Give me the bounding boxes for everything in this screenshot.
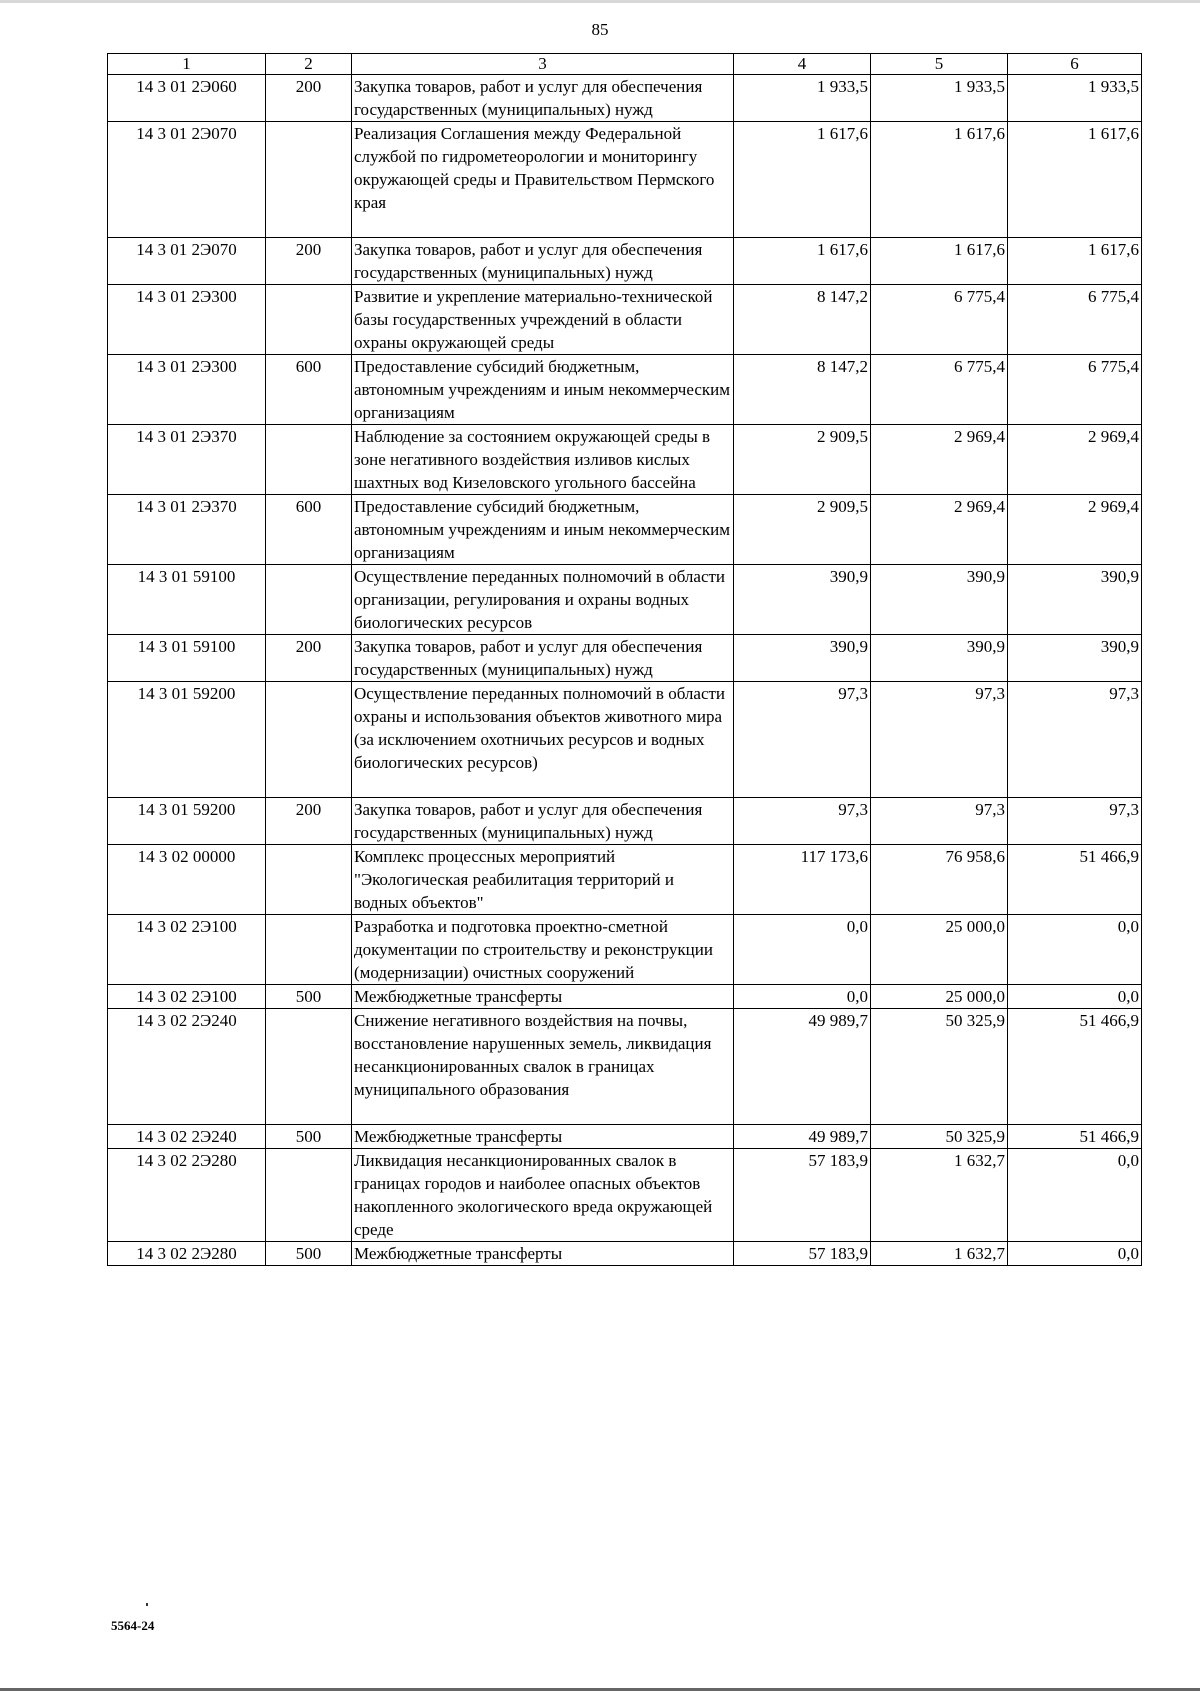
amount-col5-cell: 50 325,9: [871, 1125, 1008, 1149]
amount-col4-cell: 49 989,7: [734, 1009, 871, 1125]
description-cell: Наблюдение за состоянием окружающей среды в зоне негативного воздействия изливов кислых шахтных вод Кизеловского угольного бассейна: [352, 425, 734, 495]
table-row: [108, 915, 1142, 985]
amount-col6-cell: 6 775,4: [1008, 285, 1142, 355]
budget-table: [107, 53, 1142, 1266]
expense-type-cell: 200: [266, 798, 352, 845]
expense-type-cell: 200: [266, 75, 352, 122]
table-row: [108, 1125, 1142, 1149]
description-cell: Осуществление переданных полномочий в области организации, регулирования и охраны водных биологических ресурсов: [352, 565, 734, 635]
table-row: [108, 985, 1142, 1009]
page-number: 85: [591, 20, 609, 39]
amount-col6-cell: 2 969,4: [1008, 425, 1142, 495]
amount-col4-cell: 390,9: [734, 635, 871, 682]
description-cell: Развитие и укрепление материально-технической базы государственных учреждений в области охраны окружающей среды: [352, 285, 734, 355]
amount-col5-cell: 50 325,9: [871, 1009, 1008, 1125]
amount-col4-cell: 0,0: [734, 915, 871, 985]
budget-code-cell: 14 3 02 00000: [108, 845, 266, 915]
budget-code-cell: 14 3 01 59200: [108, 682, 266, 798]
amount-col5-cell: 2 969,4: [871, 495, 1008, 565]
table-row: [108, 1149, 1142, 1242]
amount-col5-cell: 76 958,6: [871, 845, 1008, 915]
amount-col5-cell: 6 775,4: [871, 355, 1008, 425]
expense-type-cell: 200: [266, 635, 352, 682]
budget-code-cell: 14 3 01 2Э070: [108, 238, 266, 285]
expense-type-cell: 600: [266, 355, 352, 425]
amount-col4-cell: 2 909,5: [734, 425, 871, 495]
amount-col5-cell: 390,9: [871, 635, 1008, 682]
scan-edge-top: [0, 0, 1200, 3]
amount-col6-cell: 0,0: [1008, 1242, 1142, 1266]
table-row: [108, 845, 1142, 915]
column-header: 4: [734, 54, 871, 75]
table-row: [108, 355, 1142, 425]
amount-col6-cell: 0,0: [1008, 915, 1142, 985]
expense-type-cell: [266, 425, 352, 495]
table-row: [108, 1242, 1142, 1266]
description-cell: Реализация Соглашения между Федеральной службой по гидрометеорологии и мониторингу окружающей среды и Правительством Пермского края: [352, 122, 734, 238]
amount-col4-cell: 57 183,9: [734, 1149, 871, 1242]
expense-type-cell: 500: [266, 985, 352, 1009]
amount-col6-cell: 390,9: [1008, 565, 1142, 635]
expense-type-cell: 200: [266, 238, 352, 285]
expense-type-cell: [266, 285, 352, 355]
table-row: [108, 682, 1142, 798]
amount-col6-cell: 6 775,4: [1008, 355, 1142, 425]
expense-type-cell: [266, 565, 352, 635]
column-header: 3: [352, 54, 734, 75]
table-header-row: [108, 54, 1142, 75]
budget-code-cell: 14 3 01 2Э370: [108, 495, 266, 565]
table-row: [108, 1009, 1142, 1125]
budget-code-cell: 14 3 01 59200: [108, 798, 266, 845]
amount-col4-cell: 8 147,2: [734, 355, 871, 425]
table-row: [108, 238, 1142, 285]
table-row: [108, 75, 1142, 122]
expense-type-cell: [266, 682, 352, 798]
expense-type-cell: [266, 122, 352, 238]
column-header: 2: [266, 54, 352, 75]
budget-code-cell: 14 3 01 59100: [108, 565, 266, 635]
budget-code-cell: 14 3 01 59100: [108, 635, 266, 682]
table-row: [108, 798, 1142, 845]
amount-col5-cell: 6 775,4: [871, 285, 1008, 355]
expense-type-cell: [266, 1009, 352, 1125]
budget-code-cell: 14 3 01 2Э370: [108, 425, 266, 495]
description-cell: Разработка и подготовка проектно-сметной документации по строительству и реконструкции (модернизации) очистных сооружений: [352, 915, 734, 985]
amount-col6-cell: 51 466,9: [1008, 1009, 1142, 1125]
amount-col5-cell: 1 632,7: [871, 1149, 1008, 1242]
amount-col6-cell: 97,3: [1008, 798, 1142, 845]
amount-col6-cell: 1 617,6: [1008, 238, 1142, 285]
table-row: [108, 495, 1142, 565]
description-cell: Предоставление субсидий бюджетным, автономным учреждениям и иным некоммерческим организациям: [352, 355, 734, 425]
description-cell: Межбюджетные трансферты: [352, 1242, 734, 1266]
budget-code-cell: 14 3 01 2Э300: [108, 285, 266, 355]
column-header: 5: [871, 54, 1008, 75]
description-cell: Закупка товаров, работ и услуг для обеспечения государственных (муниципальных) нужд: [352, 635, 734, 682]
amount-col6-cell: 97,3: [1008, 682, 1142, 798]
table-row: [108, 425, 1142, 495]
budget-code-cell: 14 3 02 2Э100: [108, 915, 266, 985]
scan-speck: [146, 1603, 148, 1606]
description-cell: Ликвидация несанкционированных свалок в границах городов и наиболее опасных объектов накопленного экологического вреда окружающей среде: [352, 1149, 734, 1242]
amount-col6-cell: 0,0: [1008, 1149, 1142, 1242]
amount-col6-cell: 51 466,9: [1008, 845, 1142, 915]
expense-type-cell: 500: [266, 1242, 352, 1266]
description-cell: Межбюджетные трансферты: [352, 1125, 734, 1149]
amount-col5-cell: 1 617,6: [871, 238, 1008, 285]
amount-col5-cell: 97,3: [871, 798, 1008, 845]
amount-col4-cell: 1 617,6: [734, 238, 871, 285]
description-cell: Закупка товаров, работ и услуг для обеспечения государственных (муниципальных) нужд: [352, 75, 734, 122]
column-header: 1: [108, 54, 266, 75]
amount-col5-cell: 390,9: [871, 565, 1008, 635]
amount-col4-cell: 0,0: [734, 985, 871, 1009]
description-cell: Комплекс процессных мероприятий "Экологическая реабилитация территорий и водных объектов": [352, 845, 734, 915]
description-cell: Снижение негативного воздействия на почвы, восстановление нарушенных земель, ликвидация несанкционированных свалок в границах муниципального образования: [352, 1009, 734, 1125]
amount-col5-cell: 25 000,0: [871, 985, 1008, 1009]
budget-code-cell: 14 3 02 2Э240: [108, 1125, 266, 1149]
amount-col4-cell: 8 147,2: [734, 285, 871, 355]
amount-col4-cell: 97,3: [734, 682, 871, 798]
budget-code-cell: 14 3 01 2Э300: [108, 355, 266, 425]
amount-col6-cell: 1 933,5: [1008, 75, 1142, 122]
table-row: [108, 285, 1142, 355]
amount-col4-cell: 1 933,5: [734, 75, 871, 122]
amount-col6-cell: 2 969,4: [1008, 495, 1142, 565]
amount-col6-cell: 1 617,6: [1008, 122, 1142, 238]
expense-type-cell: [266, 1149, 352, 1242]
amount-col5-cell: 1 632,7: [871, 1242, 1008, 1266]
amount-col4-cell: 97,3: [734, 798, 871, 845]
description-cell: Закупка товаров, работ и услуг для обеспечения государственных (муниципальных) нужд: [352, 238, 734, 285]
amount-col6-cell: 390,9: [1008, 635, 1142, 682]
table-row: [108, 565, 1142, 635]
amount-col5-cell: 25 000,0: [871, 915, 1008, 985]
amount-col6-cell: 51 466,9: [1008, 1125, 1142, 1149]
expense-type-cell: [266, 845, 352, 915]
amount-col4-cell: 2 909,5: [734, 495, 871, 565]
budget-code-cell: 14 3 02 2Э100: [108, 985, 266, 1009]
expense-type-cell: [266, 915, 352, 985]
description-cell: Предоставление субсидий бюджетным, автономным учреждениям и иным некоммерческим организациям: [352, 495, 734, 565]
amount-col5-cell: 1 933,5: [871, 75, 1008, 122]
budget-code-cell: 14 3 02 2Э240: [108, 1009, 266, 1125]
amount-col5-cell: 97,3: [871, 682, 1008, 798]
column-header: 6: [1008, 54, 1142, 75]
document-id: 5564-24: [111, 1618, 155, 1633]
budget-code-cell: 14 3 01 2Э060: [108, 75, 266, 122]
description-cell: Закупка товаров, работ и услуг для обеспечения государственных (муниципальных) нужд: [352, 798, 734, 845]
amount-col6-cell: 0,0: [1008, 985, 1142, 1009]
budget-code-cell: 14 3 02 2Э280: [108, 1242, 266, 1266]
amount-col4-cell: 57 183,9: [734, 1242, 871, 1266]
expense-type-cell: 500: [266, 1125, 352, 1149]
description-cell: Межбюджетные трансферты: [352, 985, 734, 1009]
budget-code-cell: 14 3 01 2Э070: [108, 122, 266, 238]
table-row: [108, 122, 1142, 238]
amount-col4-cell: 390,9: [734, 565, 871, 635]
table-row: [108, 635, 1142, 682]
expense-type-cell: 600: [266, 495, 352, 565]
amount-col5-cell: 1 617,6: [871, 122, 1008, 238]
budget-code-cell: 14 3 02 2Э280: [108, 1149, 266, 1242]
amount-col4-cell: 117 173,6: [734, 845, 871, 915]
table-body: [108, 75, 1142, 1266]
amount-col4-cell: 49 989,7: [734, 1125, 871, 1149]
description-cell: Осуществление переданных полномочий в области охраны и использования объектов животного мира (за исключением охотничьих ресурсов и водных биологических ресурсов): [352, 682, 734, 798]
amount-col5-cell: 2 969,4: [871, 425, 1008, 495]
amount-col4-cell: 1 617,6: [734, 122, 871, 238]
